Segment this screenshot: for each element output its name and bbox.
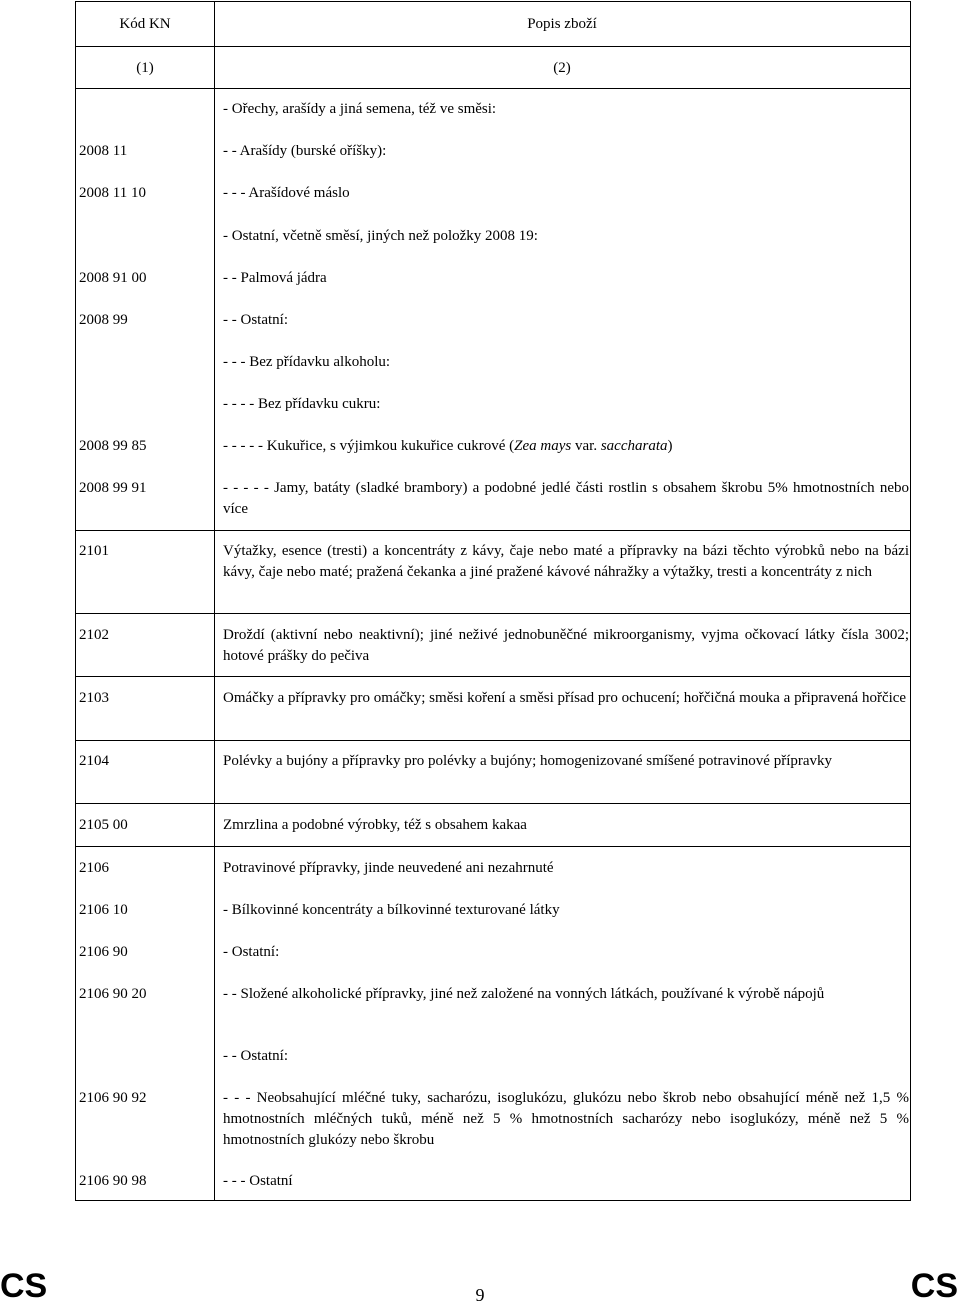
description-text: ) xyxy=(667,438,673,454)
row-description: - - Ostatní: xyxy=(223,312,288,328)
row-code: 2106 xyxy=(79,860,109,876)
header-divider xyxy=(76,88,910,89)
header-code-title: Kód KN xyxy=(119,16,171,32)
column-divider xyxy=(214,2,215,1200)
row-divider xyxy=(76,803,910,804)
footer-language-mark-left: CS xyxy=(0,1267,48,1305)
row-description: - - - - - Jamy, batáty (sladké brambory) a podobné jedlé části rostlin s obsahem škrobu 5% hmotnostních nebo více xyxy=(223,480,909,517)
row-description: - - Palmová jádra xyxy=(223,270,327,286)
row-code: 2104 xyxy=(79,753,109,769)
row-divider xyxy=(76,846,910,847)
footer-language-mark-right: CS xyxy=(910,1267,958,1305)
description-text: var. xyxy=(571,438,601,454)
species-name: Zea mays xyxy=(514,438,572,454)
row-code: 2106 90 98 xyxy=(79,1173,147,1189)
header-code-number: (1) xyxy=(136,60,154,76)
tariff-table xyxy=(75,1,911,1201)
row-description xyxy=(223,436,909,457)
row-description: Polévky a bujóny a přípravky pro polévky a bujóny; homogenizované smíšené potravinové přípravky xyxy=(223,753,833,769)
row-description: - - - Bez přídavku alkoholu: xyxy=(223,354,391,370)
header-desc-number: (2) xyxy=(553,60,571,76)
row-code: 2101 xyxy=(79,543,109,559)
row-code: 2106 10 xyxy=(79,902,128,918)
row-description: Omáčky a přípravky pro omáčky; směsi koření a směsi přísad pro ochucení; hořčičná mouka a připravená hořčice xyxy=(223,690,907,706)
row-description: - - - Ostatní xyxy=(223,1173,293,1189)
row-code: 2106 90 92 xyxy=(79,1090,147,1106)
row-description: - Ostatní: xyxy=(223,944,280,960)
row-divider xyxy=(76,613,910,614)
row-divider xyxy=(76,676,910,677)
row-description: - Ostatní, včetně směsí, jiných než položky 2008 19: xyxy=(223,228,538,244)
row-code: 2102 xyxy=(79,627,109,643)
row-description: Výtažky, esence (tresti) a koncentráty z kávy, čaje nebo maté a přípravky na bázi těchto výrobků nebo na bázi kávy, čaje nebo maté; pražená čekanka a jiné pražené kávové náhražky a výtažky, tresti a koncentráty z nich xyxy=(223,543,909,580)
row-divider xyxy=(76,740,910,741)
row-description: - Ořechy, arašídy a jiná semena, též ve směsi: xyxy=(223,101,497,117)
row-description: - Bílkovinné koncentráty a bílkovinné texturované látky xyxy=(223,902,560,918)
row-description: - - Ostatní: xyxy=(223,1048,288,1064)
row-description: - - Složené alkoholické přípravky, jiné než založené na vonných látkách, používané k výrobě nápojů xyxy=(223,986,825,1002)
row-code: 2008 99 91 xyxy=(79,480,147,496)
description-text: - - - - - Kukuřice, s výjimkou kukuřice cukrové ( xyxy=(223,438,515,454)
header-divider xyxy=(76,46,910,47)
row-description: Droždí (aktivní nebo neaktivní); jiné neživé jednobuněčné mikroorganismy, vyjma očkovací látky čísla 3002; hotové prášky do pečiva xyxy=(223,627,909,664)
row-code: 2008 91 00 xyxy=(79,270,147,286)
row-description: Potravinové přípravky, jinde neuvedené ani nezahrnuté xyxy=(223,860,554,876)
row-code: 2106 90 xyxy=(79,944,128,960)
row-code: 2008 11 10 xyxy=(79,185,146,201)
header-desc-title: Popis zboží xyxy=(527,16,597,32)
row-code: 2106 90 20 xyxy=(79,986,147,1002)
row-code: 2105 00 xyxy=(79,817,128,833)
row-description: Zmrzlina a podobné výrobky, též s obsahem kakaa xyxy=(223,817,527,833)
row-divider xyxy=(76,530,910,531)
row-code: 2008 11 xyxy=(79,143,128,159)
row-code: 2008 99 85 xyxy=(79,438,147,454)
row-code: 2008 99 xyxy=(79,312,128,328)
row-description: - - - - Bez přídavku cukru: xyxy=(223,396,381,412)
row-description: - - Arašídy (burské oříšky): xyxy=(223,143,387,159)
row-description: - - - Neobsahující mléčné tuky, sacharózu, isoglukózu, glukózu nebo škrob nebo obsahující méně než 1,5 % hmotnostních mléčných tuků, méně než 5 % hmotnostních sacharózy nebo isoglukózy, méně než 5 % hmotnostních glukózy nebo škrobu xyxy=(223,1090,909,1148)
row-description: - - - Arašídové máslo xyxy=(223,185,350,201)
row-code: 2103 xyxy=(79,690,109,706)
variety-name: saccharata xyxy=(600,438,668,454)
page-number: 9 xyxy=(475,1285,485,1305)
